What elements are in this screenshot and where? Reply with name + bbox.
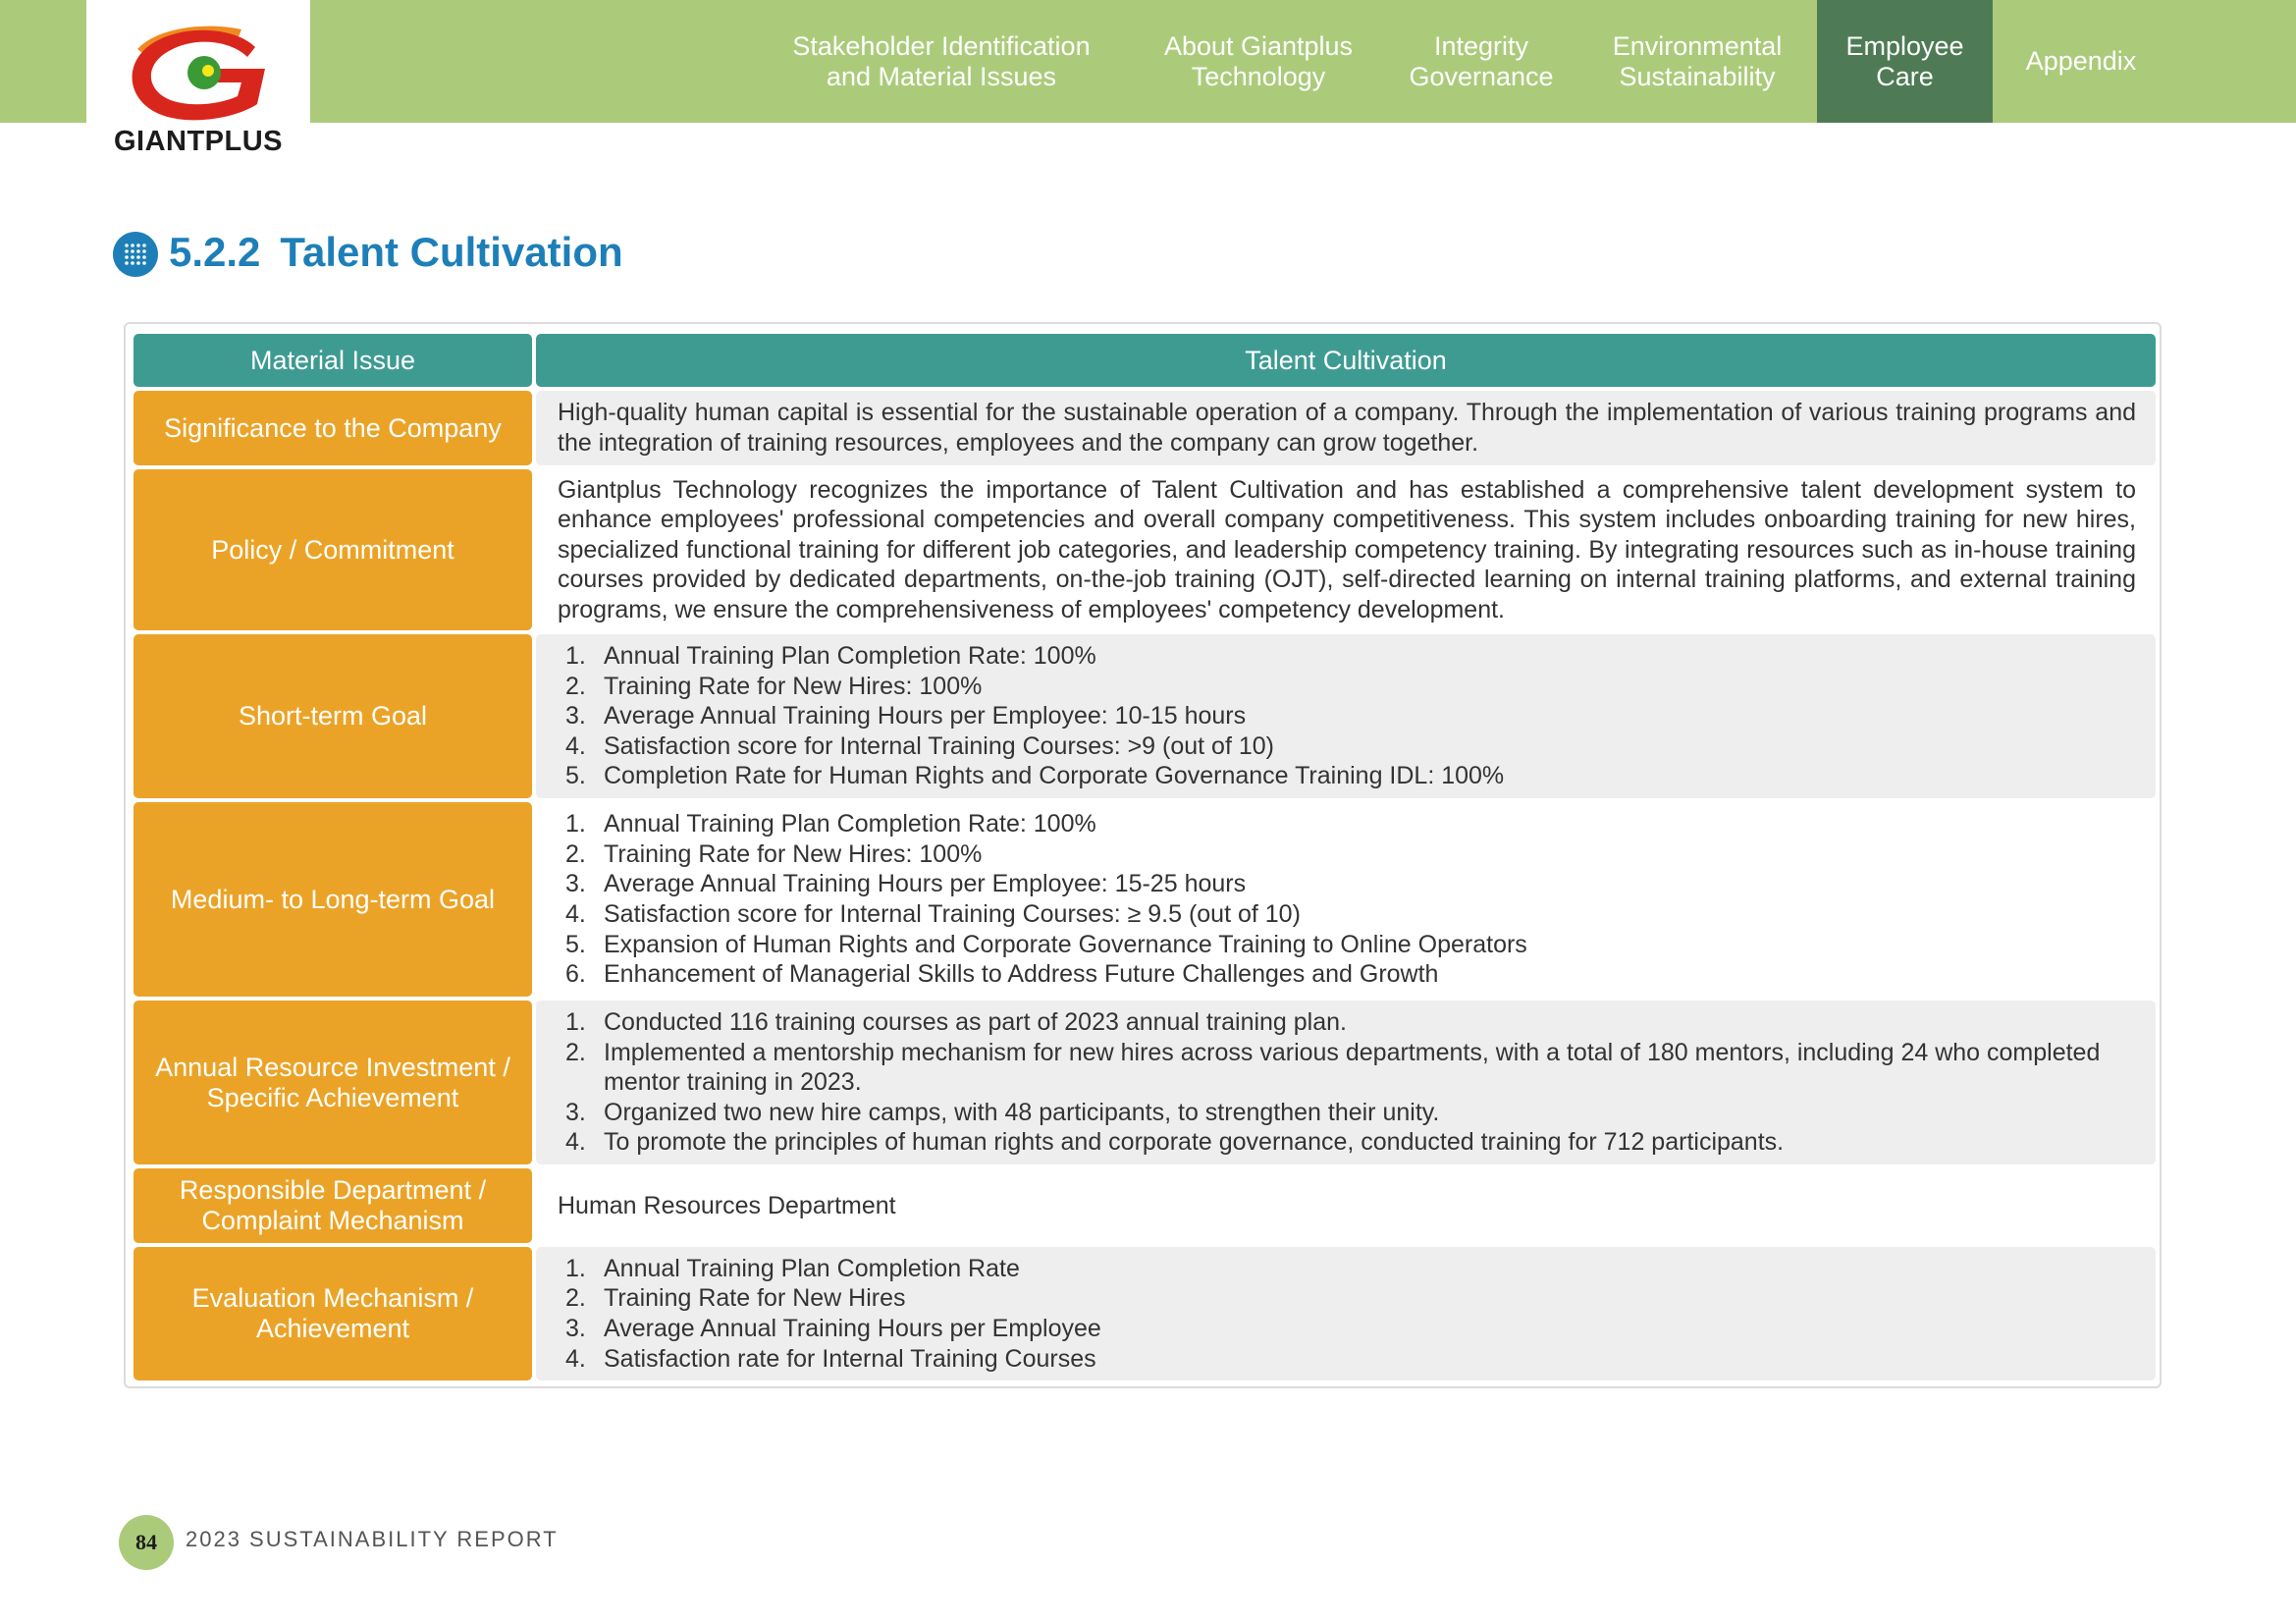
- nav-tab-label: Appendix: [2025, 46, 2137, 76]
- list-item: 5. Completion Rate for Human Rights and Corporate Governance Training IDL: 100%: [565, 762, 1505, 790]
- section-number: 5.2.2: [169, 229, 261, 275]
- row-content-responsible-department: [536, 1168, 2156, 1243]
- list-item: 2. Implemented a mentorship mechanism for new hires across various departments, with a total of 180 mentors, including 24 who completed mentor training in 2023.: [565, 1038, 2101, 1097]
- row-label-annual-resource-investment: [133, 1001, 532, 1164]
- list-item: 1. Annual Training Plan Completion Rate: 100%: [565, 642, 1096, 671]
- nav-tab-employee-care[interactable]: [1817, 0, 1993, 123]
- list-item: 4. Satisfaction score for Internal Training Courses: ≥ 9.5 (out of 10): [565, 900, 1301, 928]
- row-paragraph: Giantplus Technology recognizes the importance of Talent Cultivation and has established a comprehensive talent development system to enhance employees' professional competencies and overall company competitiveness. This system includes onboarding training for new hires, specialized functional training for different job categories, and leadership competency training. By integrating resources such as in-house training courses provided by dedicated departments, on-the-job training (OJT), self-directed learning on internal training platforms, and external training programs, we ensure the comprehensiveness of employees' competency development.: [558, 475, 2136, 623]
- row-content-evaluation-mechanism: [536, 1247, 2156, 1380]
- list-item: 4. Satisfaction rate for Internal Training Courses: [565, 1344, 1096, 1373]
- report-title: 2023 SUSTAINABILITY REPORT: [186, 1527, 559, 1551]
- list-item: 1. Annual Training Plan Completion Rate: [565, 1254, 1020, 1282]
- nav-tab-integrity[interactable]: [1388, 0, 1575, 123]
- list-item: 5. Expansion of Human Rights and Corporate Governance Training to Online Operators: [565, 930, 1527, 958]
- list-item: 1. Annual Training Plan Completion Rate: 100%: [565, 810, 1096, 839]
- nav-tab-label: Environmental Sustainability: [1612, 30, 1783, 91]
- row-label-responsible-department: [133, 1168, 532, 1243]
- list-item: 3. Average Annual Training Hours per Employee: [565, 1315, 1101, 1342]
- row-label-text: Policy / Commitment: [211, 534, 454, 565]
- numbered-list: [558, 1254, 2136, 1374]
- nav-tab-label: About Giantplus Technology: [1163, 30, 1354, 91]
- list-item: 2. Training Rate for New Hires: 100%: [565, 672, 983, 700]
- list-item: 6. Enhancement of Managerial Skills to Address Future Challenges and Growth: [565, 960, 1439, 989]
- list-item: 2. Training Rate for New Hires: [565, 1284, 906, 1313]
- header-label: Talent Cultivation: [1245, 345, 1447, 375]
- numbered-list: [558, 809, 2136, 990]
- list-item: 3. Average Annual Training Hours per Employee: 15-25 hours: [565, 870, 1247, 898]
- list-item: 3. Average Annual Training Hours per Employee: 10-15 hours: [565, 702, 1247, 730]
- section-title-text: Talent Cultivation: [280, 229, 623, 275]
- list-item: 4. Satisfaction score for Internal Training Courses: >9 (out of 10): [565, 731, 1274, 760]
- row-label-medium-long-term-goal: [133, 802, 532, 997]
- row-content-medium-long-term-goal: [536, 802, 2156, 997]
- logo-wordmark: GIANTPLUS: [113, 126, 284, 157]
- row-label-text: Medium- to Long-term Goal: [170, 884, 496, 914]
- nav-tab-environmental[interactable]: [1586, 0, 1808, 123]
- page-title: [169, 226, 623, 279]
- row-paragraph: High-quality human capital is essential for the sustainable operation of a company. Through the implementation of various training programs and the integration of training resources, employees and the company can grow together.: [558, 399, 2136, 457]
- list-item: 2. Training Rate for New Hires: 100%: [565, 839, 983, 868]
- list-item: 3. Organized two new hire camps, with 48 participants, to strengthen their unity.: [565, 1098, 1440, 1126]
- row-content-short-term-goal: [536, 634, 2156, 798]
- nav-tab-label: Stakeholder Identification and Material Issues: [792, 30, 1091, 91]
- row-content-significance: [536, 391, 2156, 465]
- row-content-annual-resource-investment: [536, 1001, 2156, 1164]
- dot-grid-icon: [113, 232, 158, 277]
- nav-tab-stakeholder[interactable]: [774, 0, 1109, 123]
- material-issue-table: [124, 322, 2162, 1388]
- nav-tab-appendix[interactable]: [2002, 0, 2160, 123]
- numbered-list: [558, 641, 2136, 791]
- numbered-list: [558, 1007, 2136, 1158]
- row-label-text: Short-term Goal: [238, 701, 428, 730]
- row-label-text: Responsible Department / Complaint Mechanism: [179, 1175, 487, 1235]
- row-paragraph: Human Resources Department: [558, 1191, 896, 1219]
- header-label: Material Issue: [249, 345, 416, 375]
- row-label-policy: [133, 469, 532, 630]
- page-number: 84: [119, 1515, 174, 1570]
- nav-tab-label: Employee Care: [1845, 30, 1964, 91]
- list-item: 1. Conducted 116 training courses as part of 2023 annual training plan.: [565, 1008, 1347, 1037]
- row-label-significance: [133, 391, 532, 465]
- row-label-short-term-goal: [133, 634, 532, 798]
- row-content-policy: [536, 469, 2156, 630]
- nav-tab-about[interactable]: [1141, 0, 1376, 123]
- row-label-evaluation-mechanism: [133, 1247, 532, 1380]
- row-label-text: Evaluation Mechanism / Achievement: [191, 1283, 474, 1343]
- row-label-text: Significance to the Company: [164, 412, 502, 443]
- list-item: 4. To promote the principles of human rights and corporate governance, conducted training for 712 participants.: [565, 1128, 1785, 1157]
- nav-tab-label: Integrity Governance: [1409, 30, 1554, 91]
- table-header-talent-cultivation: [536, 334, 2156, 387]
- main-navigation: [0, 0, 2296, 123]
- row-label-text: Annual Resource Investment / Specific Achievement: [155, 1052, 510, 1112]
- table-header-material-issue: [133, 334, 532, 387]
